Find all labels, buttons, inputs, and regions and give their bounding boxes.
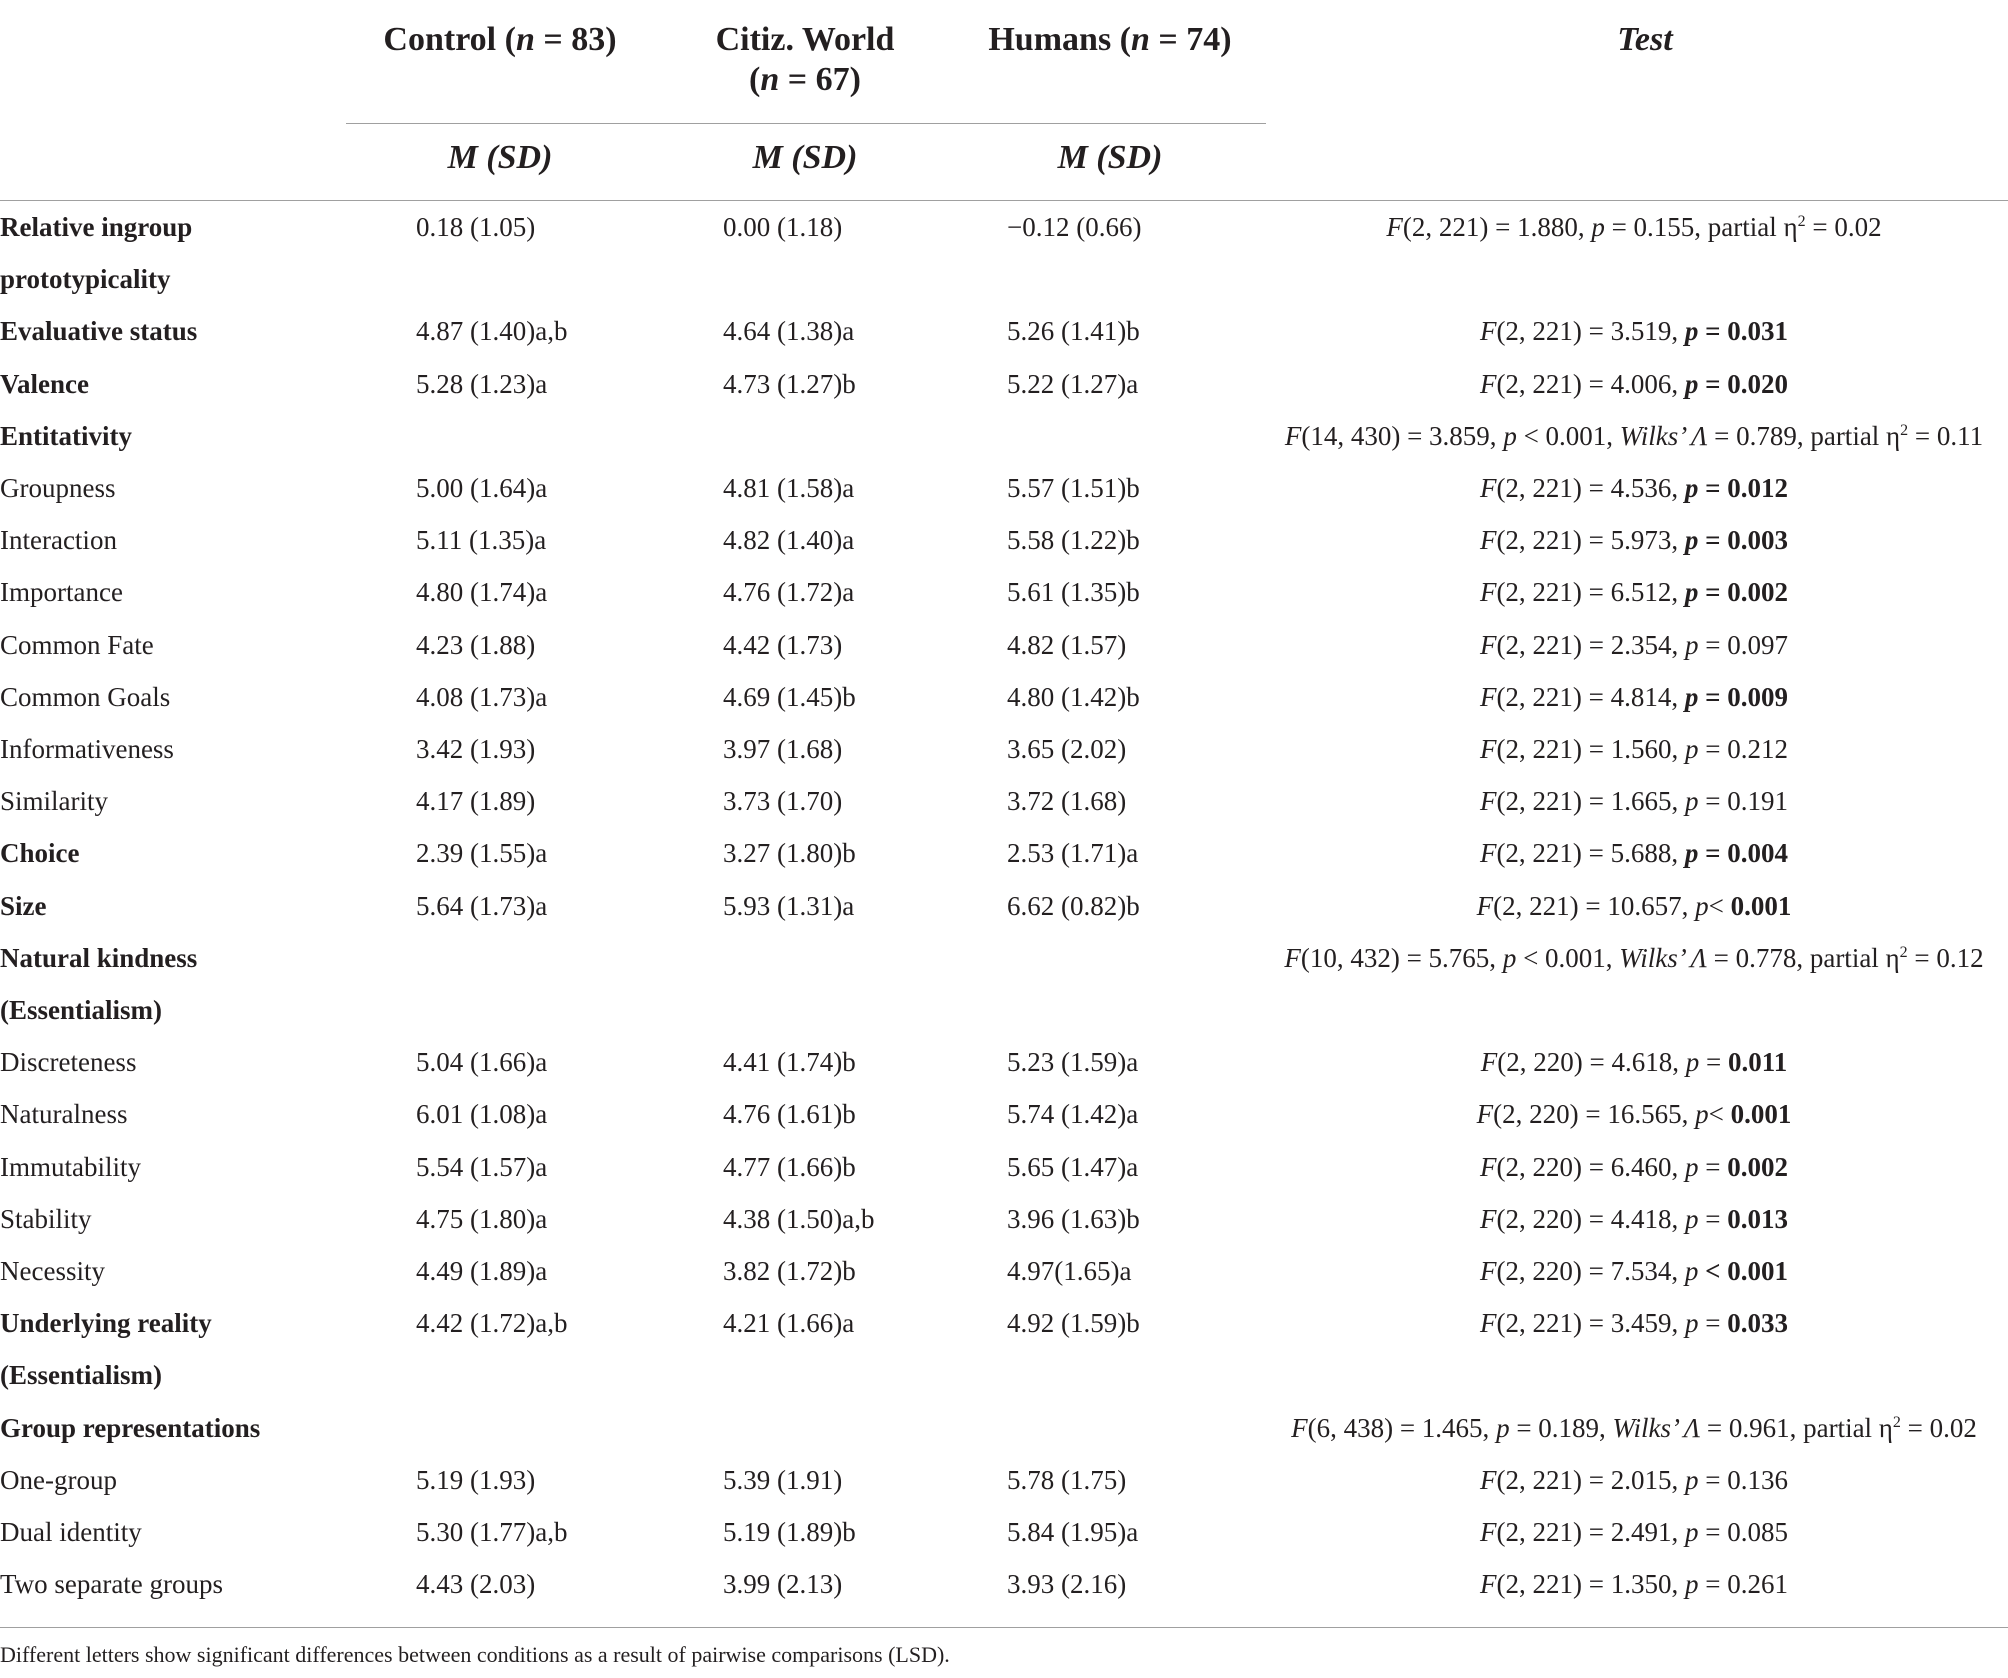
cell-control: 4.87 (1.40)a,b bbox=[416, 316, 568, 347]
test-segment: = 0.191 bbox=[1698, 786, 1788, 817]
test-segment: p bbox=[1684, 838, 1699, 869]
subheader-control: M (SD) bbox=[447, 139, 553, 176]
cell-test bbox=[1260, 1402, 2008, 1454]
table-row bbox=[0, 880, 2008, 932]
test-segment: = 0.009 bbox=[1698, 681, 1789, 712]
test-segment: F bbox=[1476, 890, 1494, 921]
cell-control: 4.08 (1.73)a bbox=[416, 681, 548, 712]
table-row bbox=[0, 1141, 2008, 1193]
row-label: Common Goals bbox=[0, 681, 171, 712]
test-segment: < 0.001 bbox=[1698, 1256, 1789, 1286]
cell-citiz-world: 4.76 (1.72)a bbox=[723, 577, 855, 608]
cell-test bbox=[1260, 462, 2008, 514]
test-segment: (2, 220) = 16.565, bbox=[1493, 1099, 1696, 1130]
test-segment: = 0.12 bbox=[1907, 942, 1984, 973]
table-row bbox=[0, 775, 2008, 827]
test-segment: 0.033 bbox=[1727, 1308, 1788, 1339]
header-test: Test bbox=[1617, 21, 1673, 58]
cell-test bbox=[1260, 410, 2008, 462]
table-row bbox=[0, 723, 2008, 775]
cell-citiz-world: 3.99 (2.13) bbox=[723, 1569, 843, 1600]
cell-test bbox=[1260, 1454, 2008, 1506]
test-segment: = 0.11 bbox=[1908, 420, 1984, 451]
cell-control: 5.11 (1.35)a bbox=[416, 525, 547, 556]
cell-control: 2.39 (1.55)a bbox=[416, 838, 548, 869]
cell-citiz-world: 4.21 (1.66)a bbox=[723, 1308, 855, 1339]
test-segment: p bbox=[1684, 1517, 1699, 1547]
row-label: Discreteness bbox=[0, 1047, 137, 1078]
cell-test bbox=[1260, 1141, 2008, 1193]
test-segment: = 0.003 bbox=[1698, 525, 1789, 556]
cell-citiz-world: 3.27 (1.80)b bbox=[723, 838, 856, 869]
test-segment: (2, 221) = 4.536, bbox=[1496, 473, 1685, 503]
test-segment: F bbox=[1479, 473, 1497, 503]
test-segment: F bbox=[1480, 1517, 1497, 1547]
table-row bbox=[0, 514, 2008, 566]
test-segment: = 0.778, partial η bbox=[1706, 942, 1900, 973]
cell-citiz-world: 4.42 (1.73) bbox=[723, 629, 843, 660]
cell-control: 4.49 (1.89)a bbox=[416, 1256, 548, 1286]
test-segment: p bbox=[1695, 1099, 1709, 1130]
test-segment: F bbox=[1479, 1256, 1497, 1286]
table-row bbox=[0, 827, 2008, 879]
test-segment: p bbox=[1684, 316, 1699, 347]
row-label: Similarity bbox=[0, 786, 108, 817]
row-label: Groupness bbox=[0, 473, 116, 503]
test-segment: = 0.020 bbox=[1698, 368, 1789, 399]
test-segment: p bbox=[1496, 1412, 1510, 1443]
test-segment: (2, 221) = 5.973, bbox=[1496, 525, 1685, 556]
cell-citiz-world: 5.93 (1.31)a bbox=[723, 890, 855, 921]
cell-humans: 5.57 (1.51)b bbox=[1007, 473, 1140, 503]
cell-humans: 5.26 (1.41)b bbox=[1007, 316, 1140, 347]
cell-control: 5.04 (1.66)a bbox=[416, 1047, 548, 1078]
test-segment: = 0.789, partial η bbox=[1707, 420, 1901, 451]
row-label: Underlying reality bbox=[0, 1308, 212, 1339]
test-segment: F bbox=[1386, 212, 1403, 242]
test-segment: Wilks’ Λ bbox=[1612, 1412, 1701, 1443]
test-segment: p bbox=[1684, 1464, 1699, 1495]
cell-humans: 5.84 (1.95)a bbox=[1007, 1517, 1139, 1547]
test-segment: (2, 221) = 2.491, bbox=[1496, 1517, 1685, 1547]
table-row bbox=[0, 462, 2008, 514]
cell-citiz-world: 3.97 (1.68) bbox=[723, 734, 843, 764]
row-label: Dual identity bbox=[0, 1517, 142, 1547]
row-label: Two separate groups bbox=[0, 1569, 224, 1600]
cell-control: 4.42 (1.72)a,b bbox=[416, 1308, 568, 1339]
cell-test bbox=[1260, 932, 2008, 984]
cell-control: 0.18 (1.05) bbox=[416, 212, 536, 242]
test-segment: (2, 221) = 3.459, bbox=[1496, 1308, 1685, 1339]
table-row bbox=[0, 410, 2008, 462]
cell-test bbox=[1260, 566, 2008, 618]
table-row bbox=[0, 201, 2008, 253]
cell-humans: 3.72 (1.68) bbox=[1007, 786, 1127, 817]
cell-humans: 5.65 (1.47)a bbox=[1007, 1151, 1139, 1182]
cell-humans: 3.96 (1.63)b bbox=[1007, 1203, 1140, 1234]
row-label: Naturalness bbox=[0, 1099, 128, 1130]
cell-humans: 5.22 (1.27)a bbox=[1007, 368, 1139, 399]
test-segment: p bbox=[1684, 681, 1699, 712]
test-segment: 0.011 bbox=[1727, 1047, 1788, 1078]
test-segment: < 0.001, bbox=[1516, 420, 1620, 451]
cell-citiz-world: 4.81 (1.58)a bbox=[723, 473, 855, 503]
header-group-rule bbox=[346, 123, 1266, 124]
row-label: (Essentialism) bbox=[0, 1360, 162, 1391]
test-segment: = 0.012 bbox=[1698, 473, 1789, 503]
table-row bbox=[0, 305, 2008, 357]
test-segment: p bbox=[1695, 890, 1709, 921]
cell-humans: 4.80 (1.42)b bbox=[1007, 681, 1140, 712]
row-label: Valence bbox=[0, 368, 89, 399]
test-segment: (2, 221) = 2.354, bbox=[1496, 629, 1685, 660]
test-segment: 0.001 bbox=[1730, 890, 1792, 921]
test-segment: = 0.097 bbox=[1698, 629, 1788, 660]
test-segment: (2, 221) = 10.657, bbox=[1493, 890, 1696, 921]
test-segment: = bbox=[1698, 1308, 1728, 1339]
test-segment: = 0.002 bbox=[1698, 577, 1789, 608]
test-segment: F bbox=[1291, 1412, 1308, 1443]
test-segment: = 0.031 bbox=[1698, 316, 1789, 347]
cell-test bbox=[1260, 1036, 2008, 1088]
table-row bbox=[0, 253, 2008, 305]
table-row bbox=[0, 358, 2008, 410]
cell-test bbox=[1260, 775, 2008, 827]
test-segment: = 0.212 bbox=[1698, 734, 1788, 764]
cell-humans: 4.92 (1.59)b bbox=[1007, 1308, 1140, 1339]
test-segment: (2, 221) = 4.814, bbox=[1496, 681, 1685, 712]
test-segment: = 0.261 bbox=[1698, 1569, 1788, 1600]
table-footnote: Different letters show significant differences between conditions as a result of pairwise comparisons (LSD). bbox=[0, 1642, 950, 1667]
test-segment: F bbox=[1476, 1099, 1494, 1130]
test-segment: p bbox=[1503, 420, 1517, 451]
test-segment: F bbox=[1479, 525, 1497, 556]
test-segment: p bbox=[1684, 734, 1699, 764]
cell-control: 4.43 (2.03) bbox=[416, 1569, 536, 1600]
cell-citiz-world: 4.73 (1.27)b bbox=[723, 368, 856, 399]
table-row bbox=[0, 1297, 2008, 1349]
test-segment: F bbox=[1480, 1308, 1497, 1339]
cell-citiz-world: 5.19 (1.89)b bbox=[723, 1517, 856, 1547]
test-segment: Wilks’ Λ bbox=[1619, 942, 1707, 973]
header-citiz-world: Citiz. World (n = 67) bbox=[715, 21, 895, 98]
test-segment: p bbox=[1684, 1203, 1699, 1234]
cell-test bbox=[1260, 1245, 2008, 1297]
test-segment: < bbox=[1708, 890, 1731, 921]
test-segment: (14, 430) = 3.859, bbox=[1301, 420, 1504, 451]
table-row bbox=[0, 566, 2008, 618]
cell-test bbox=[1260, 671, 2008, 723]
cell-test bbox=[1260, 305, 2008, 357]
test-segment: p bbox=[1684, 1151, 1699, 1182]
test-segment: = 0.02 bbox=[1805, 212, 1882, 242]
cell-citiz-world: 4.76 (1.61)b bbox=[723, 1099, 856, 1130]
cell-control: 5.64 (1.73)a bbox=[416, 890, 548, 921]
test-segment: < 0.001, bbox=[1516, 942, 1620, 973]
test-segment: p bbox=[1502, 942, 1517, 973]
row-label: Interaction bbox=[0, 525, 117, 556]
test-segment: p bbox=[1591, 212, 1605, 242]
test-segment: = 0.085 bbox=[1698, 1517, 1788, 1547]
cell-control: 5.00 (1.64)a bbox=[416, 473, 548, 503]
row-label: (Essentialism) bbox=[0, 995, 162, 1025]
header-humans: Humans (n = 74) bbox=[988, 21, 1232, 58]
row-label: Group representations bbox=[0, 1412, 261, 1443]
cell-test bbox=[1260, 1558, 2008, 1610]
row-label: Natural kindness bbox=[0, 942, 198, 973]
test-segment: (2, 221) = 3.519, bbox=[1496, 316, 1685, 347]
header-control: Control (n = 83) bbox=[383, 21, 617, 58]
test-segment: (2, 221) = 4.006, bbox=[1496, 368, 1685, 399]
cell-humans: 3.93 (2.16) bbox=[1007, 1569, 1127, 1600]
cell-test bbox=[1260, 619, 2008, 671]
test-segment: Wilks’ Λ bbox=[1619, 420, 1708, 451]
test-segment: = 0.155, partial η bbox=[1604, 212, 1798, 242]
test-segment: = bbox=[1699, 1047, 1728, 1078]
row-label: Informativeness bbox=[0, 734, 174, 764]
subheader-humans: M (SD) bbox=[1057, 139, 1163, 176]
cell-test bbox=[1260, 723, 2008, 775]
test-segment: p bbox=[1684, 786, 1699, 817]
cell-control: 4.75 (1.80)a bbox=[416, 1203, 548, 1234]
table-row bbox=[0, 1036, 2008, 1088]
row-label: Immutability bbox=[0, 1151, 141, 1182]
test-segment: p bbox=[1684, 473, 1699, 503]
table-row bbox=[0, 619, 2008, 671]
table-row bbox=[0, 1245, 2008, 1297]
test-segment: p bbox=[1685, 1047, 1700, 1078]
test-segment: F bbox=[1479, 316, 1497, 347]
test-segment: 0.001 bbox=[1730, 1099, 1792, 1130]
test-segment: = bbox=[1698, 1203, 1728, 1234]
test-segment: p bbox=[1684, 1256, 1699, 1286]
cell-citiz-world: 4.64 (1.38)a bbox=[723, 316, 855, 347]
test-segment: < bbox=[1708, 1099, 1731, 1130]
cell-test bbox=[1260, 827, 2008, 879]
cell-control: 3.42 (1.93) bbox=[416, 734, 536, 764]
cell-humans: 2.53 (1.71)a bbox=[1007, 838, 1139, 869]
cell-humans: 5.58 (1.22)b bbox=[1007, 525, 1140, 556]
test-segment: p bbox=[1684, 629, 1699, 660]
test-segment: 0.013 bbox=[1727, 1203, 1788, 1234]
table-row bbox=[0, 1088, 2008, 1140]
cell-humans: 4.97(1.65)a bbox=[1007, 1256, 1132, 1286]
table-row bbox=[0, 1506, 2008, 1558]
row-label: One-group bbox=[0, 1464, 117, 1495]
test-segment: F bbox=[1479, 577, 1497, 608]
test-segment: = bbox=[1698, 1151, 1728, 1182]
table-row bbox=[0, 932, 2008, 984]
test-segment: (2, 221) = 6.512, bbox=[1496, 577, 1685, 608]
table-row bbox=[0, 671, 2008, 723]
cell-humans: 5.23 (1.59)a bbox=[1007, 1047, 1139, 1078]
test-segment: p bbox=[1684, 525, 1699, 556]
cell-citiz-world: 4.38 (1.50)a,b bbox=[723, 1203, 875, 1234]
test-segment: (2, 220) = 4.418, bbox=[1496, 1203, 1685, 1234]
test-segment: F bbox=[1480, 1569, 1497, 1600]
row-label: prototypicality bbox=[0, 264, 171, 295]
table-row bbox=[0, 1349, 2008, 1401]
table-row bbox=[0, 1454, 2008, 1506]
test-segment: 2 bbox=[1899, 943, 1908, 961]
row-label: Importance bbox=[0, 577, 123, 608]
test-segment: = 0.961, partial η bbox=[1700, 1412, 1893, 1443]
test-segment: 0.002 bbox=[1727, 1151, 1788, 1182]
row-label: Size bbox=[0, 890, 47, 921]
row-label: Relative ingroup bbox=[0, 212, 193, 242]
test-segment: 2 bbox=[1797, 213, 1806, 230]
row-label: Choice bbox=[0, 838, 80, 869]
test-segment: p bbox=[1684, 577, 1699, 608]
cell-test bbox=[1260, 1193, 2008, 1245]
test-segment: (2, 220) = 7.534, bbox=[1496, 1256, 1685, 1286]
cell-test bbox=[1260, 201, 2008, 253]
test-segment: p bbox=[1684, 1569, 1699, 1600]
cell-humans: 5.61 (1.35)b bbox=[1007, 577, 1140, 608]
cell-control: 5.19 (1.93) bbox=[416, 1464, 536, 1495]
cell-control: 4.23 (1.88) bbox=[416, 629, 536, 660]
test-segment: (2, 220) = 4.618, bbox=[1497, 1047, 1686, 1078]
row-label: Stability bbox=[0, 1203, 92, 1234]
cell-citiz-world: 4.82 (1.40)a bbox=[723, 525, 855, 556]
test-segment: p bbox=[1684, 1308, 1699, 1339]
cell-test bbox=[1260, 1297, 2008, 1349]
test-segment: = 0.02 bbox=[1900, 1412, 1977, 1443]
test-segment: (2, 220) = 6.460, bbox=[1496, 1151, 1685, 1182]
test-segment: 2 bbox=[1892, 1413, 1901, 1431]
test-segment: F bbox=[1284, 942, 1301, 973]
cell-citiz-world: 5.39 (1.91) bbox=[723, 1464, 843, 1495]
cell-test bbox=[1260, 1506, 2008, 1558]
cell-humans: 5.78 (1.75) bbox=[1007, 1464, 1127, 1495]
test-segment: F bbox=[1479, 681, 1497, 712]
cell-control: 4.17 (1.89) bbox=[416, 786, 536, 817]
cell-test bbox=[1260, 880, 2008, 932]
cell-humans: 3.65 (2.02) bbox=[1007, 734, 1127, 764]
test-segment: p bbox=[1684, 368, 1699, 399]
test-segment: (2, 221) = 1.880, bbox=[1402, 212, 1592, 242]
test-segment: F bbox=[1480, 1203, 1497, 1234]
test-segment: (2, 221) = 1.350, bbox=[1496, 1569, 1685, 1600]
cell-citiz-world: 4.41 (1.74)b bbox=[723, 1047, 856, 1078]
test-segment: F bbox=[1480, 1047, 1498, 1078]
subheader-citiz-world: M (SD) bbox=[752, 139, 858, 176]
cell-citiz-world: 3.73 (1.70) bbox=[723, 786, 843, 817]
cell-control: 5.54 (1.57)a bbox=[416, 1151, 548, 1182]
cell-humans: −0.12 (0.66) bbox=[1007, 212, 1142, 242]
cell-test bbox=[1260, 358, 2008, 410]
table-row bbox=[0, 1402, 2008, 1454]
test-segment: 2 bbox=[1900, 421, 1909, 439]
table-row bbox=[0, 1558, 2008, 1610]
cell-humans: 5.74 (1.42)a bbox=[1007, 1099, 1139, 1130]
row-label: Common Fate bbox=[0, 629, 154, 660]
row-label: Entitativity bbox=[0, 420, 132, 451]
cell-control: 5.30 (1.77)a,b bbox=[416, 1517, 568, 1547]
cell-test bbox=[1260, 514, 2008, 566]
cell-humans: 6.62 (0.82)b bbox=[1007, 890, 1140, 921]
test-segment: F bbox=[1284, 420, 1302, 451]
test-segment: F bbox=[1480, 786, 1497, 817]
cell-control: 5.28 (1.23)a bbox=[416, 368, 548, 399]
test-segment: (2, 221) = 2.015, bbox=[1496, 1464, 1685, 1495]
footer-rule bbox=[0, 1627, 2008, 1628]
table-row bbox=[0, 984, 2008, 1036]
test-segment: (6, 438) = 1.465, bbox=[1307, 1412, 1497, 1443]
cell-control: 6.01 (1.08)a bbox=[416, 1099, 548, 1130]
test-segment: F bbox=[1480, 1464, 1497, 1495]
test-segment: (2, 221) = 1.665, bbox=[1496, 786, 1685, 817]
cell-citiz-world: 3.82 (1.72)b bbox=[723, 1256, 856, 1286]
test-segment: (2, 221) = 1.560, bbox=[1496, 734, 1685, 764]
test-segment: = 0.004 bbox=[1698, 838, 1789, 869]
test-segment: (10, 432) = 5.765, bbox=[1300, 942, 1503, 973]
test-segment: = 0.189, bbox=[1509, 1412, 1613, 1443]
test-segment: F bbox=[1480, 734, 1497, 764]
cell-control: 4.80 (1.74)a bbox=[416, 577, 548, 608]
test-segment: F bbox=[1480, 629, 1497, 660]
table-row bbox=[0, 1193, 2008, 1245]
row-label: Evaluative status bbox=[0, 316, 198, 347]
cell-humans: 4.82 (1.57) bbox=[1007, 629, 1127, 660]
test-segment: (2, 221) = 5.688, bbox=[1496, 838, 1685, 869]
cell-citiz-world: 4.69 (1.45)b bbox=[723, 681, 856, 712]
cell-test bbox=[1260, 1088, 2008, 1140]
cell-citiz-world: 4.77 (1.66)b bbox=[723, 1151, 856, 1182]
test-segment: F bbox=[1479, 838, 1497, 869]
test-segment: F bbox=[1480, 1151, 1497, 1182]
test-segment: F bbox=[1479, 368, 1497, 399]
test-segment: = 0.136 bbox=[1698, 1464, 1788, 1495]
cell-citiz-world: 0.00 (1.18) bbox=[723, 212, 843, 242]
row-label: Necessity bbox=[0, 1256, 105, 1286]
